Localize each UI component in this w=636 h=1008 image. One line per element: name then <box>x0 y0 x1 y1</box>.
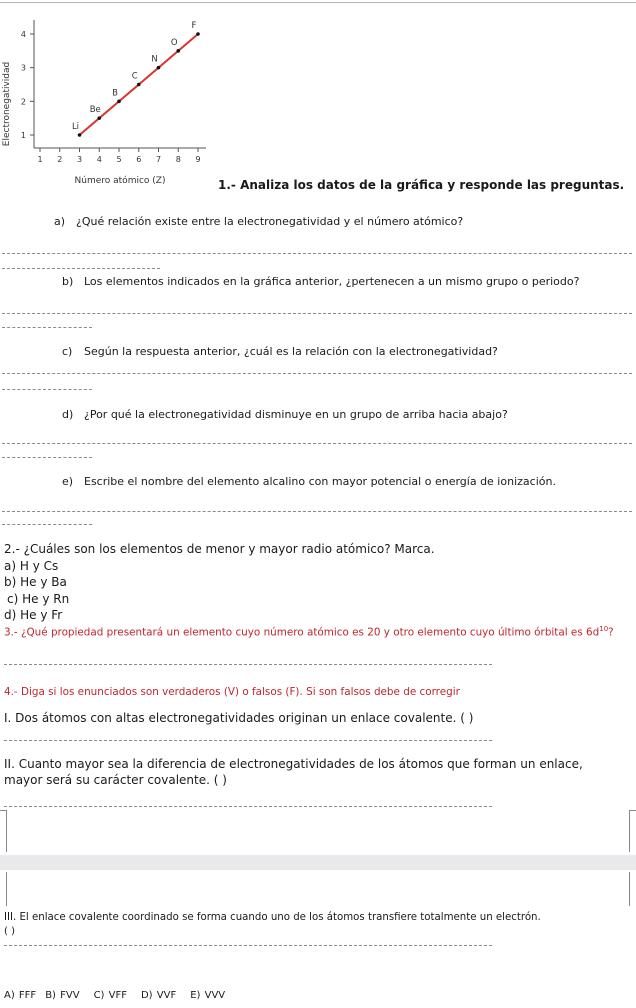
statement-1: I. Dos átomos con altas electronegatividades originan un enlace covalente. ( ) <box>4 711 474 725</box>
section3-text: 3.- ¿Qué propiedad presentará un elemento cuyo número atómico es 20 y otro elemento cuyo último órbital es 6d <box>4 626 600 639</box>
answer-line-4-1[interactable] <box>4 740 492 741</box>
statement-2-line2: mayor será su carácter covalente. ( ) <box>4 773 227 787</box>
statement-2-line1: II. Cuanto mayor sea la diferencia de electronegatividades de los átomos que forman un enlace, <box>4 757 583 771</box>
section3-superscript: 10 <box>599 625 609 633</box>
answer-option-c[interactable]: C) VFF <box>93 990 127 1001</box>
question-text: Según la respuesta anterior, ¿cuál es la relación con la electronegatividad? <box>84 345 498 358</box>
point-f <box>196 32 200 36</box>
answer-option-e[interactable]: E) VVV <box>190 990 226 1001</box>
question-text: Los elementos indicados en la gráfica anterior, ¿pertenecen a un mismo grupo o periodo? <box>84 275 580 288</box>
page-gap <box>0 855 636 870</box>
point-label: F <box>191 21 197 31</box>
answer-line-c1[interactable] <box>2 373 632 374</box>
point-be <box>97 116 101 120</box>
answer-line-e2[interactable] <box>2 524 92 525</box>
x-tick-label: 7 <box>155 155 162 164</box>
answer-line-a1[interactable] <box>2 253 632 254</box>
question-letter: d) <box>62 408 74 421</box>
question-b <box>62 275 579 288</box>
statement-3: III. El enlace covalente coordinado se forma cuando uno de los átomos transfiere totalmente un electrón. <box>4 912 541 923</box>
y-tick-label: 4 <box>20 30 26 39</box>
question-a <box>54 215 463 228</box>
section1-title: 1.- Analiza los datos de la gráfica y responde las preguntas. <box>218 178 625 192</box>
section3-end: ? <box>608 626 614 639</box>
x-tick-label: 3 <box>76 155 83 164</box>
y-tick-label: 3 <box>20 63 26 73</box>
page-edge-right-bottom <box>629 872 630 906</box>
x-tick-label: 1 <box>37 155 43 164</box>
page-edge-left-bottom <box>6 872 7 906</box>
page-edge-left-top <box>6 810 7 852</box>
top-rule <box>0 2 636 3</box>
section2-title: 2.- ¿Cuáles son los elementos de menor y mayor radio atómico? Marca. <box>4 542 435 556</box>
point-label: N <box>151 54 158 65</box>
answer-line-a2[interactable] <box>2 268 160 269</box>
point-b <box>117 100 121 104</box>
question-letter: b) <box>62 275 74 288</box>
x-tick-label: 2 <box>57 155 63 164</box>
point-label: C <box>131 71 138 82</box>
question-text: ¿Qué relación existe entre la electronegatividad y el número atómico? <box>76 215 464 228</box>
x-tick-label: 8 <box>175 155 181 164</box>
page-corner-right-top <box>629 810 636 811</box>
point-c <box>137 83 141 87</box>
y-tick-label: 1 <box>20 131 26 140</box>
question-d <box>62 408 508 421</box>
x-tick-label: 5 <box>116 155 122 164</box>
option-b[interactable]: b) He y Ba <box>4 575 67 589</box>
y-axis-label: Electronegatividad <box>2 61 12 147</box>
answer-line-4-2[interactable] <box>4 806 492 807</box>
answer-line-e1[interactable] <box>2 511 632 512</box>
x-axis-label: Número atómico (Z) <box>74 176 166 186</box>
chart-axes <box>34 20 206 148</box>
section4-title: 4.- Diga si los enunciados son verdaderos (V) o falsos (F). Si son falsos debe de corregir <box>4 686 460 698</box>
answer-line-d1[interactable] <box>2 443 632 444</box>
question-text: ¿Por qué la electronegatividad disminuye en un grupo de arriba hacia abajo? <box>84 408 508 421</box>
point-o <box>176 49 180 53</box>
statement-3-paren[interactable]: ( ) <box>4 926 15 937</box>
question-text: Escribe el nombre del elemento alcalino con mayor potencial o energía de ionización. <box>84 475 556 488</box>
answer-options <box>4 990 225 1001</box>
answer-line-b1[interactable] <box>2 313 632 314</box>
point-label: Li <box>71 122 80 132</box>
chart-ticks <box>21 30 201 164</box>
answer-option-b[interactable]: B) FVV <box>45 990 80 1001</box>
section3-question <box>4 625 614 638</box>
answer-line-c2[interactable] <box>2 389 92 390</box>
electronegativity-chart <box>0 12 220 187</box>
x-tick-label: 6 <box>136 155 142 164</box>
answer-option-a[interactable]: A) FFF <box>4 990 37 1001</box>
option-d[interactable]: d) He y Fr <box>4 608 63 622</box>
option-a[interactable]: a) H y Cs <box>4 559 59 573</box>
answer-line-3[interactable] <box>4 664 492 665</box>
x-tick-label: 4 <box>96 155 102 164</box>
answer-line-d2[interactable] <box>2 457 92 458</box>
answer-line-4-3[interactable] <box>4 945 492 946</box>
point-label: O <box>170 37 178 48</box>
answer-line-b2[interactable] <box>2 327 92 328</box>
page-edge-right-top <box>629 810 630 852</box>
question-e <box>62 475 556 488</box>
option-c[interactable]: c) He y Rn <box>7 592 70 606</box>
point-li <box>78 133 82 137</box>
question-c <box>62 345 498 358</box>
chart-points <box>72 21 200 137</box>
answer-option-d[interactable]: D) VVF <box>140 990 177 1001</box>
x-tick-label: 9 <box>195 155 201 164</box>
question-letter: c) <box>62 345 73 358</box>
point-label: Be <box>89 105 101 116</box>
question-letter: e) <box>62 475 74 488</box>
point-label: B <box>112 88 118 99</box>
question-letter: a) <box>54 215 66 228</box>
y-tick-label: 2 <box>20 97 26 107</box>
point-n <box>157 66 161 70</box>
